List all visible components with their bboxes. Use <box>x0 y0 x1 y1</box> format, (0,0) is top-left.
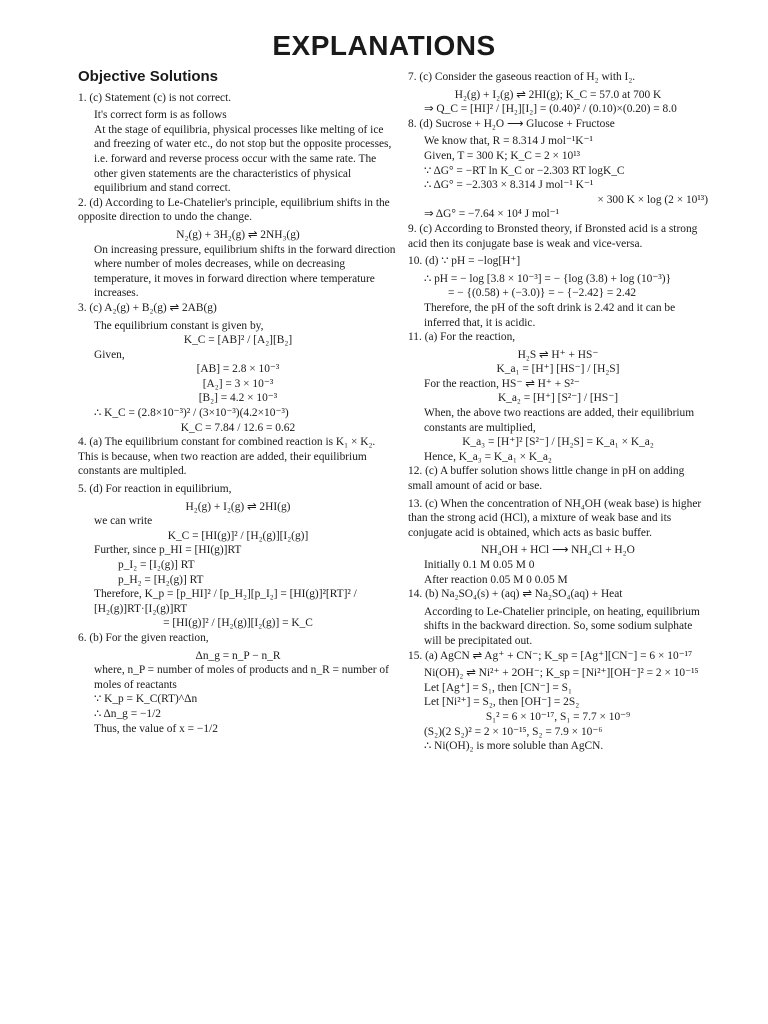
solution-line: K_a₂ = [H⁺] [S²⁻] / [HS⁻] <box>497 392 619 405</box>
solution-line: Let [Ni²⁺] = S₂, then [OH⁻] = 2S₂ <box>424 696 580 709</box>
solution-line: ∴ Δn_g = −1/2 <box>94 707 161 720</box>
solution-line: = [HI(g)]² / [H₂(g)][I₂(g)] = K_C <box>163 617 313 630</box>
solution-line: Therefore, K_p = [p_HI]² / [p_H₂][p_I₂] = [HI(g)]²[RT]² / [H₂(g)]RT·[I₂(g)]RT <box>94 588 357 615</box>
solution-line: [A₂] = 3 × 10⁻³ <box>202 377 274 390</box>
solution-line: S₁² = 6 × 10⁻¹⁷, S₁ = 7.7 × 10⁻⁹ <box>485 710 631 723</box>
solution-line: N₂(g) + 3H₂(g) ⇌ 2NH₃(g) <box>176 228 300 241</box>
solution-line: K_C = [AB]² / [A₂][B₂] <box>183 334 293 347</box>
solution-line: p_I₂ = [I₂(g)] RT <box>118 559 195 571</box>
solution-line: The equilibrium constant is given by, <box>94 319 264 332</box>
section-heading: Objective Solutions <box>78 68 219 85</box>
solution-line: ⇒ ΔG° = −7.64 × 10⁴ J mol⁻¹ <box>424 208 560 221</box>
solution-line: H₂(g) + I₂(g) ⇌ 2HI(g); K_C = 57.0 at 700 K <box>454 88 662 101</box>
page-title: EXPLANATIONS <box>272 30 496 61</box>
solution-line: we can write <box>94 515 153 528</box>
solution-line: × 300 K × log (2 × 10¹³) <box>597 193 708 206</box>
solution-line: ∴ pH = − log [3.8 × 10⁻³] = − {log (3.8) + log (10⁻³)} <box>424 272 672 285</box>
solution-line: Hence, K_a₃ = K_a₁ × K_a₂ <box>424 450 552 463</box>
solution-item: 2. (d) According to Le-Chatelier's principle, equilibrium shifts in the opposite direction to undo the change. <box>78 196 390 224</box>
solution-item: 5. (d) For reaction in equilibrium, <box>78 483 232 496</box>
solution-line: K_C = 7.84 / 12.6 = 0.62 <box>180 421 296 434</box>
solution-item: 15. (a) AgCN ⇌ Ag⁺ + CN⁻; K_sp = [Ag⁺][CN⁻] = 6 × 10⁻¹⁷ <box>408 649 693 662</box>
solution-item: 9. (c) According to Bronsted theory, if Bronsted acid is a strong acid then its conjugate base is weak and vice-versa. <box>408 222 698 250</box>
solution-item: 13. (c) When the concentration of NH₄OH (weak base) is higher than the strong acid (HCl), a mixture of weak base and its conjugate acid is obtained, which acts as basic buffer. <box>408 497 702 539</box>
solution-line: p_H₂ = [H₂(g)] RT <box>118 573 204 586</box>
solution-line: ∵ ΔG° = −RT ln K_C or −2.303 RT logK_C <box>424 164 625 177</box>
solution-line: Δn_g = n_P − n_R <box>195 649 281 662</box>
solution-line: K_a₁ = [H⁺] [HS⁻] / [H₂S] <box>496 363 620 376</box>
solution-line: Ni(OH)₂ ⇌ Ni²⁺ + 2OH⁻; K_sp = [Ni²⁺][OH⁻]² = 2 × 10⁻¹⁵ <box>424 667 699 680</box>
solution-line: ∵ K_p = K_C(RT)^Δn <box>94 693 198 706</box>
right-column-body <box>408 70 708 754</box>
left-column-body <box>78 91 398 737</box>
solution-item: 4. (a) The equilibrium constant for combined reaction is K₁ × K₂. This is because, when two reaction are added, their equilibrium constants are multipled. <box>78 436 376 478</box>
solution-item: 11. (a) For the reaction, <box>408 331 516 344</box>
solution-item: 10. (d) ∵ pH = −log[H⁺] <box>408 255 521 268</box>
solution-line: ∴ ΔG° = −2.303 × 8.314 J mol⁻¹ K⁻¹ <box>424 179 594 192</box>
solution-line: [B₂] = 4.2 × 10⁻³ <box>198 392 278 405</box>
solution-line: (S₂)(2 S₂)² = 2 × 10⁻¹⁵, S₂ = 7.9 × 10⁻⁶ <box>424 725 603 738</box>
solution-item: 8. (d) Sucrose + H₂O ⟶ Glucose + Fructose <box>408 117 615 130</box>
solution-line: After reaction 0.05 M 0 0.05 M <box>424 573 568 586</box>
solution-item: 7. (c) Consider the gaseous reaction of H₂ with I₂. <box>408 71 636 83</box>
solution-line: ∴ K_C = (2.8×10⁻³)² / (3×10⁻³)(4.2×10⁻³) <box>94 407 289 420</box>
solution-line: = − {(0.58) + (−3.0)} = − {−2.42} = 2.42 <box>448 287 637 300</box>
solution-line: On increasing pressure, equilibrium shifts in the forward direction where number of moles decreases, while on decreasing temperature, it moves in forward direction where temperature increases. <box>94 243 396 300</box>
solution-line: K_a₃ = [H⁺]² [S²⁻] / [H₂S] = K_a₁ × K_a₂ <box>462 436 654 449</box>
solution-line: ∴ Ni(OH)₂ is more soluble than AgCN. <box>424 740 604 753</box>
solution-line: Further, since p_HI = [HI(g)]RT <box>94 544 242 557</box>
solution-item: 1. (c) Statement (c) is not correct. <box>78 91 232 104</box>
solution-item: 3. (c) A₂(g) + B₂(g) ⇌ 2AB(g) <box>78 301 217 314</box>
solution-line: K_C = [HI(g)]² / [H₂(g)][I₂(g)] <box>167 529 309 542</box>
solution-line: Given, <box>94 348 125 361</box>
solution-line: It's correct form is as follows <box>94 109 227 122</box>
solution-line: where, n_P = number of moles of products and n_R = number of moles of reactants <box>94 664 389 691</box>
right-column <box>408 70 708 754</box>
solution-line: H₂(g) + I₂(g) ⇌ 2HI(g) <box>185 500 291 513</box>
solution-line: ⇒ Q_C = [HI]² / [H₂][I₂] = (0.40)² / (0.10)×(0.20) = 8.0 <box>424 103 677 116</box>
solution-item: 14. (b) Na₂SO₄(s) + (aq) ⇌ Na₂SO₄(aq) + Heat <box>408 588 623 601</box>
left-column <box>78 70 398 736</box>
solution-line: Given, T = 300 K; K_C = 2 × 10¹³ <box>424 149 581 162</box>
solution-item: 6. (b) For the given reaction, <box>78 631 209 644</box>
solution-line: When, the above two reactions are added, their equilibrium constants are multiplied, <box>424 407 695 434</box>
solution-item: 12. (c) A buffer solution shows little change in pH on adding small amount of acid or base. <box>408 465 685 493</box>
solution-line: We know that, R = 8.314 J mol⁻¹K⁻¹ <box>424 135 593 148</box>
solution-line: Therefore, the pH of the soft drink is 2.42 and it can be inferred that, it is acidic. <box>424 301 676 329</box>
solution-line: H₂S ⇌ H⁺ + HS⁻ <box>517 348 599 361</box>
solution-line: [AB] = 2.8 × 10⁻³ <box>196 363 280 376</box>
solution-line: At the stage of equilibria, physical processes like melting of ice and freezing of water etc., do not stop but the opposite processes, i.e. forward and reverse process occur with the same rate. The other given statements are the characteristics of physical equilibrium and stand correct. <box>94 123 392 195</box>
solution-line: Let [Ag⁺] = S₁, then [CN⁻] = S₁ <box>424 681 572 694</box>
solution-line: Thus, the value of x = −1/2 <box>94 722 218 735</box>
solution-line: Initially 0.1 M 0.05 M 0 <box>424 559 535 571</box>
solution-line: According to Le-Chatelier principle, on heating, equilibrium shifts in the backward direction. So, some sodium sulphate will be precipitated out. <box>424 605 700 647</box>
solution-line: NH₄OH + HCl ⟶ NH₄Cl + H₂O <box>481 544 635 557</box>
solution-line: For the reaction, HS⁻ ⇌ H⁺ + S²⁻ <box>424 377 580 390</box>
